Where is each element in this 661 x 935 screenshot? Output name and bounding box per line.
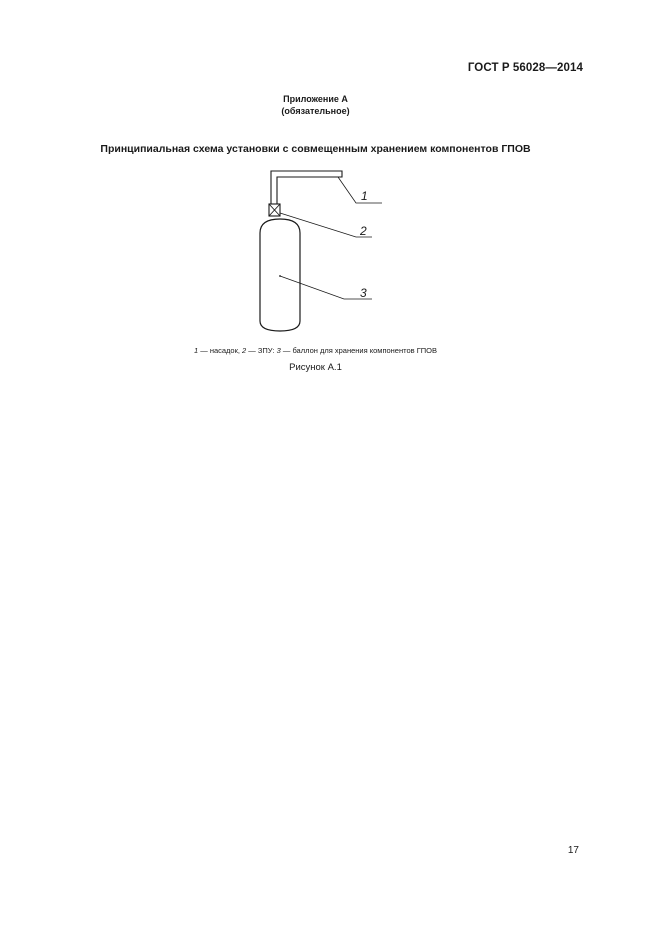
appendix-status: (обязательное) <box>281 106 350 116</box>
callout-3: 3 <box>360 286 367 300</box>
legend-sep-1: — <box>198 346 210 355</box>
appendix-title-block <box>0 93 631 117</box>
page-number: 17 <box>567 845 579 856</box>
standard-number: ГОСТ Р 56028—2014 <box>467 62 583 74</box>
leader-line-1 <box>338 177 382 203</box>
legend-sep-2: — <box>246 346 258 355</box>
legend-sep-3: — <box>280 346 293 355</box>
section-heading: Принципиальная схема установки с совмещенным хранением компонентов ГПОВ <box>100 143 531 155</box>
legend-num-2: 2 <box>242 346 247 355</box>
installation-diagram <box>240 166 390 341</box>
storage-cylinder <box>260 219 300 331</box>
legend-num-3: 3 <box>276 346 281 355</box>
callout-1: 1 <box>361 189 368 203</box>
figure-legend <box>0 346 631 355</box>
legend-num-1: 1 <box>193 346 199 355</box>
legend-text-1: насадок, <box>209 346 243 355</box>
legend-text-3: баллон для хранения компонентов ГПОВ <box>292 346 438 355</box>
figure-caption: Рисунок А.1 <box>289 362 342 373</box>
appendix-title: Приложение А <box>283 94 348 104</box>
callout-2: 2 <box>360 224 367 238</box>
legend-text-2: ЗПУ: <box>257 346 277 355</box>
nozzle-pipe <box>271 171 342 204</box>
